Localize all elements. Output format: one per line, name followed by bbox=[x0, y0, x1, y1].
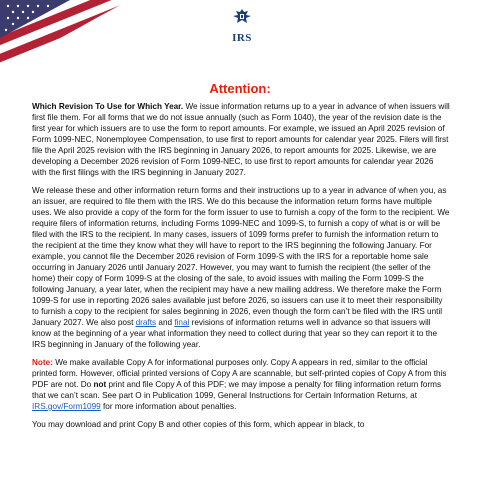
note-not: not bbox=[93, 380, 107, 389]
irs-eagle-icon bbox=[231, 8, 253, 26]
attention-heading: Attention: bbox=[209, 81, 271, 96]
american-flag-decoration bbox=[0, 0, 130, 70]
paragraph-revision bbox=[32, 101, 450, 178]
paragraph-release bbox=[32, 185, 450, 350]
paragraph-note bbox=[32, 357, 450, 412]
revision-heading: Which Revision To Use for Which Year. bbox=[32, 102, 184, 111]
release-text-a: We release these and other information return forms and their instructions up to a year in advance of when you, as an issuer, are required to file them with the IRS. We do this because the information return forms have multiple uses. We also provide a copy of the form for the form issuer to use to furnish a copy of the form to the recipient. We require filers of information returns, including Forms 1099-NEC and 1099-S, to furnish a copy of what is or will be filed with the IRS to the recipient. In many cases, issuers of 1099 forms prefer to furnish the information return to the recipient at the time they know what they will have to report to the IRS beginning the following January. For example, you cannot file the December 2026 revision of Form 1099-S with the IRS for a reportable home sale occurring in January 2026 until January 2027. However, you may want to furnish the recipient (the seller of the home) their copy of Form 1099-S at the closing of the sale, to avoid issues with mailing the Form 1099-S the following January, a year later, when the recipient may have a new mailing address. We therefore make the Form 1099-S for use in reporting 2026 sales available just before 2026, so issuers can use it to meet their responsibility to furnish a copy to the recipient for sales beginning in 2026, even though the form can’t be filed with the IRS until January 2027. We also post bbox=[32, 186, 450, 327]
revision-text: We issue information returns up to a year in advance of when issuers will first file them. For all forms that we do not issue annually (such as Form 1040), the year of the revision date is the first year for which issuers are to use the form to report amounts. For example, we issued an April 2025 revision of Form 1099-NEC, Nonemployee Compensation, to use first to report amounts for calendar year 2025. Filers will first file the April 2025 revision with the IRS beginning in January 2026, to report amounts for 2025. Likewise, we are developing a December 2026 revision of Form 1099-NEC, to use first to report amounts for calendar year 2026 with the first filings with the IRS beginning in January 2027. bbox=[32, 102, 450, 177]
irs-logo bbox=[225, 8, 259, 44]
paragraph-download bbox=[32, 419, 450, 430]
note-text-c: for more information about penalties. bbox=[100, 402, 237, 411]
note-text-a: We make available Copy A for informational purposes only. Copy A appears in red, similar to the official printed form. However, official printed versions of Copy A are scannable, but self-printed copies of Copy A from this PDF are not. Do bbox=[32, 358, 447, 389]
release-text-c: revisions of information returns well in advance so that issuers will know at the beginning of a year what information they need to collect during that year so they can report it to the IRS beginning in January of the following year. bbox=[32, 318, 438, 349]
release-text-b: and bbox=[156, 318, 175, 327]
download-text: You may download and print Copy B and other copies of this form, which appear in black, to bbox=[32, 420, 365, 429]
note-label: Note: bbox=[32, 358, 53, 367]
final-link[interactable]: final bbox=[174, 318, 190, 327]
drafts-link[interactable]: drafts bbox=[135, 318, 157, 327]
irs-logo-text: IRS bbox=[232, 32, 252, 44]
notice-body bbox=[32, 101, 450, 437]
note-text-b: print and file Copy A of this PDF; we may impose a penalty for filing information return forms that we can’t scan. See part O in Publication 1099, General Instructions for Certain Information Returns, at bbox=[32, 380, 442, 400]
form1099-link[interactable]: IRS.gov/Form1099 bbox=[32, 402, 101, 411]
